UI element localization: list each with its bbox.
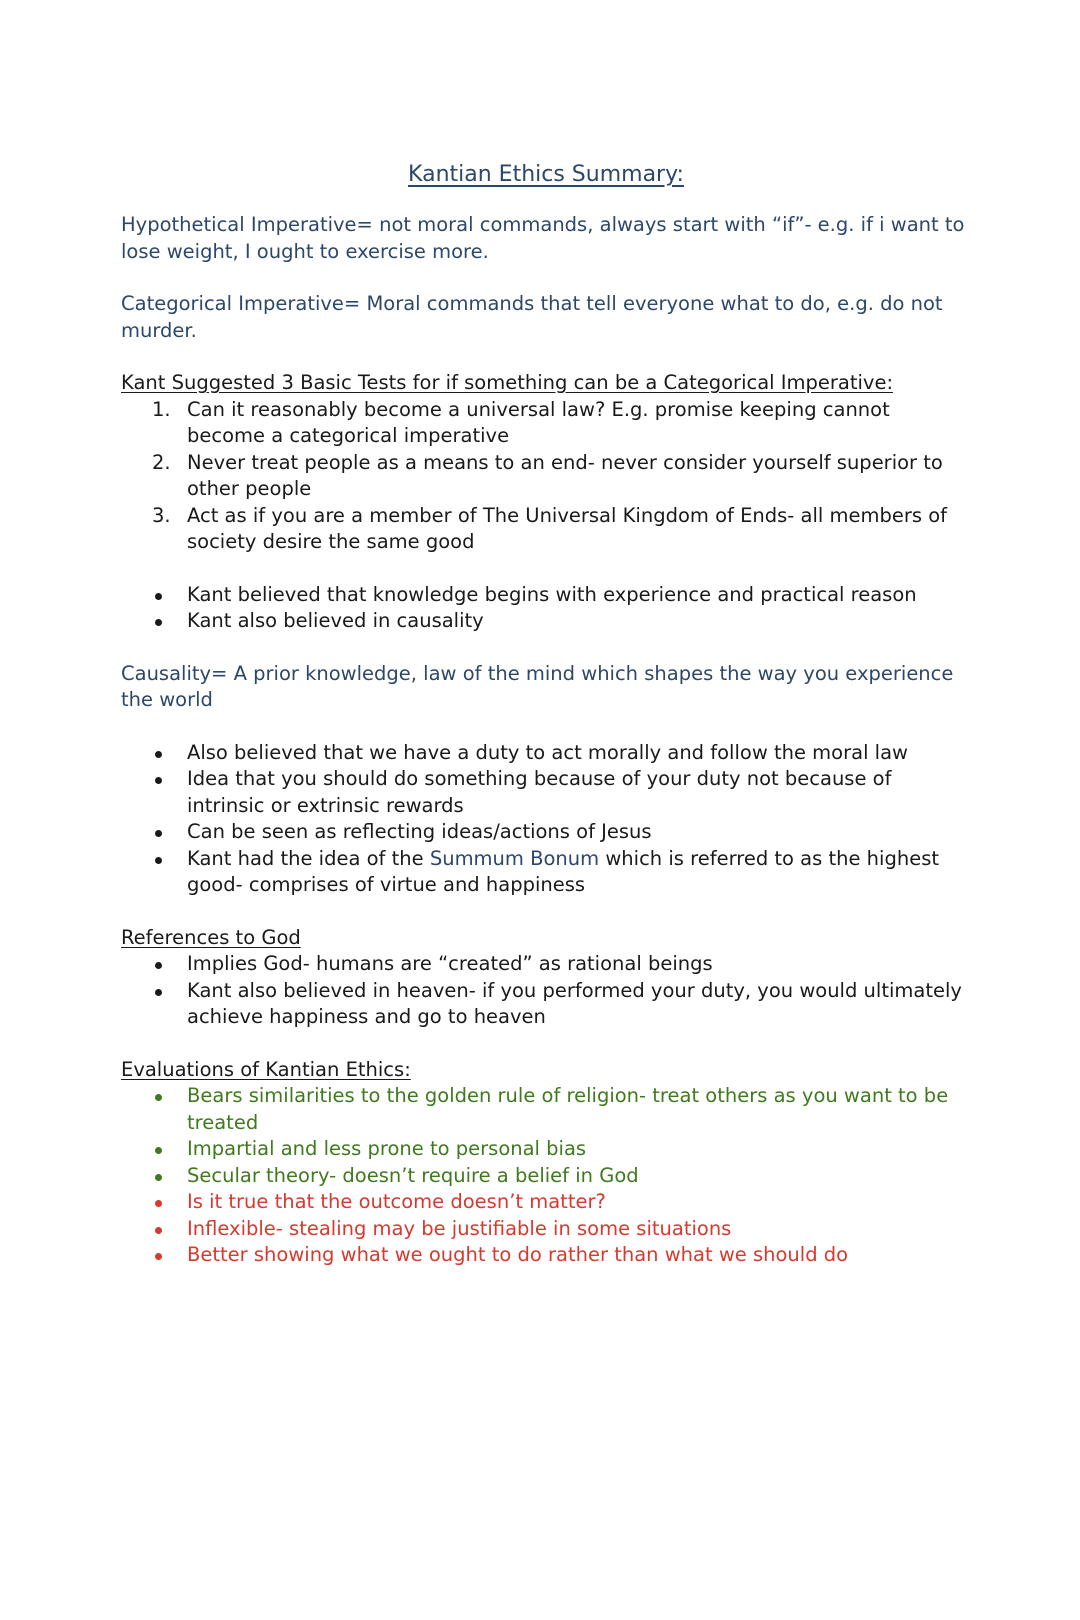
bullet-icon: [155, 1253, 162, 1260]
list-item: [121, 766, 971, 819]
weakness-item: [121, 1216, 971, 1243]
strength-item: [121, 1163, 971, 1190]
weakness-item: [121, 1242, 971, 1269]
list-item: [121, 978, 971, 1031]
summum-before-text: Kant had the idea of the: [187, 846, 430, 870]
bullet-icon: [155, 751, 162, 758]
bullet-icon: [155, 1200, 162, 1207]
test-item: [121, 503, 971, 556]
list-number: 3.: [152, 503, 171, 527]
bullet-icon: [155, 619, 162, 626]
strength-text: Secular theory- doesn’t require a belief in God: [187, 1163, 639, 1187]
bullet-icon: [155, 962, 162, 969]
list-item-text: Kant believed that knowledge begins with experience and practical reason: [187, 582, 917, 606]
bullet-icon: [155, 830, 162, 837]
summum-bonum-term: Summum Bonum: [429, 846, 600, 870]
list-item-text: Can be seen as reflecting ideas/actions of Jesus: [187, 820, 652, 843]
categorical-imperative-paragraph: Categorical Imperative= Moral commands that tell everyone what to do, e.g. do not murder.: [121, 292, 943, 342]
strength-text: Bears similarities to the golden rule of religion- treat others as you want to be treated: [187, 1084, 949, 1134]
bullet-icon: [155, 1174, 162, 1181]
evaluations-list: [121, 1083, 971, 1269]
test-item: [121, 450, 971, 503]
tests-heading: Kant Suggested 3 Basic Tests for if something can be a Categorical Imperative:: [121, 371, 894, 394]
tests-list: [121, 397, 971, 556]
weakness-text: Inflexible- stealing may be justifiable in some situations: [187, 1216, 732, 1240]
page-title: Kantian Ethics Summary:: [408, 162, 684, 187]
bullet-icon: [155, 1147, 162, 1154]
bullet-icon: [155, 989, 162, 996]
weakness-text: Better showing what we ought to do rather than what we should do: [187, 1243, 849, 1266]
duty-list: [121, 740, 971, 899]
document-content: [121, 160, 971, 1269]
bullet-icon: [155, 857, 162, 864]
evaluations-heading: Evaluations of Kantian Ethics:: [121, 1057, 411, 1081]
test-item: [121, 397, 971, 450]
weakness-text: Is it true that the outcome doesn’t matter?: [187, 1190, 606, 1213]
list-item: [121, 846, 971, 899]
test-text: Act as if you are a member of The Universal Kingdom of Ends- all members of society desire the same good: [187, 503, 948, 553]
list-item-text: Kant also believed in heaven- if you performed your duty, you would ultimately achieve happiness and go to heaven: [187, 978, 962, 1028]
test-text: Can it reasonably become a universal law? E.g. promise keeping cannot become a categorical imperative: [187, 397, 890, 447]
list-item: [121, 582, 971, 609]
strength-item: [121, 1136, 971, 1163]
strength-text: Impartial and less prone to personal bias: [187, 1137, 587, 1160]
bullet-icon: [155, 777, 162, 784]
list-item-text: Implies God- humans are “created” as rational beings: [187, 952, 713, 975]
hypothetical-imperative-paragraph: Hypothetical Imperative= not moral commands, always start with “if”- e.g. if i want to lose weight, I ought to exercise more.: [121, 213, 965, 263]
bullet-icon: [155, 1094, 162, 1101]
list-item: [121, 608, 971, 635]
list-item: [121, 740, 971, 767]
list-item: [121, 951, 971, 978]
bullet-icon: [155, 1227, 162, 1234]
test-text: Never treat people as a means to an end- never consider yourself superior to other people: [187, 450, 943, 500]
weakness-item: [121, 1189, 971, 1216]
list-number: 2.: [152, 450, 171, 474]
causality-paragraph: Causality= A prior knowledge, law of the mind which shapes the way you experience the world: [121, 661, 954, 711]
list-number: 1.: [152, 397, 171, 421]
list-item-text: Kant also believed in causality: [187, 609, 484, 632]
god-list: [121, 951, 971, 1031]
strength-item: [121, 1083, 971, 1136]
god-heading: References to God: [121, 925, 301, 949]
list-item-text: Also believed that we have a duty to act morally and follow the moral law: [187, 740, 908, 764]
list-item: [121, 819, 971, 846]
beliefs-list: [121, 582, 971, 635]
bullet-icon: [155, 593, 162, 600]
summum-after-text: which is referred to as the highest good- comprises of virtue and happiness: [187, 846, 940, 896]
list-item-text: Idea that you should do something because of your duty not because of intrinsic or extrinsic rewards: [187, 767, 892, 817]
